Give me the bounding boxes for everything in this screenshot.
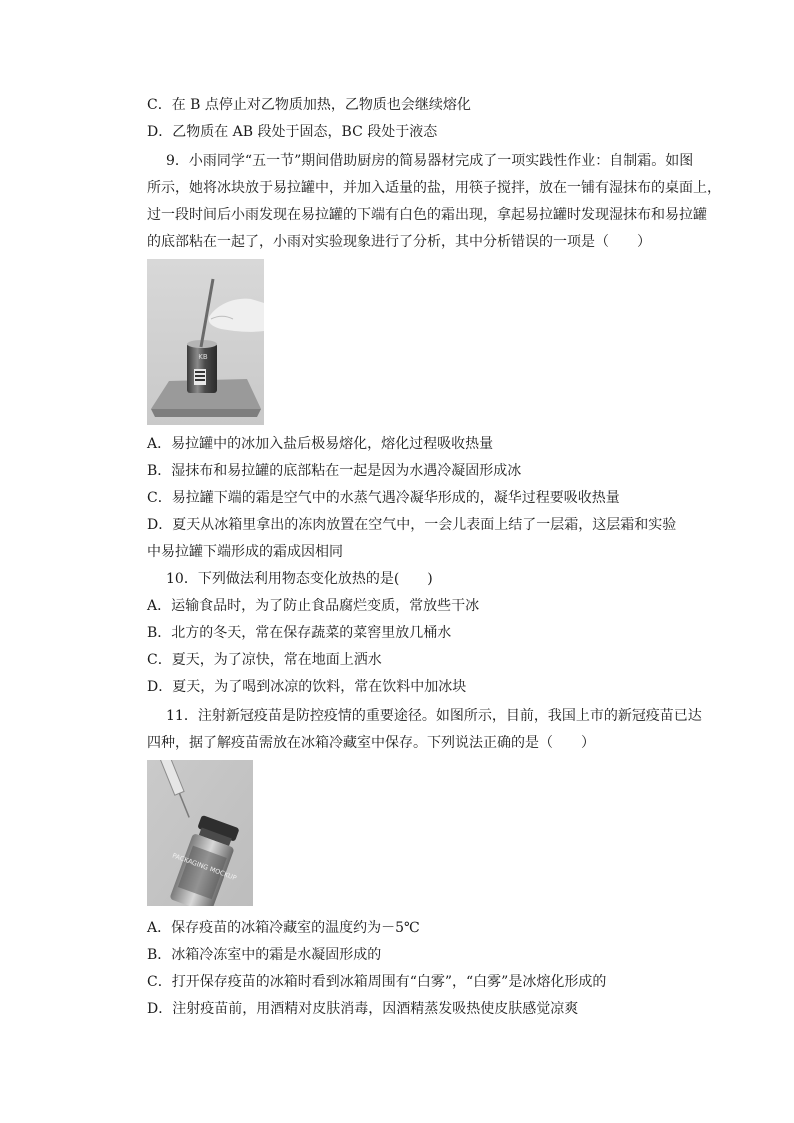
q11-option-d: D．注射疫苗前，用酒精对皮肤消毒，因酒精蒸发吸热使皮肤感觉凉爽 (147, 1001, 579, 1017)
q8-option-d: D．乙物质在 AB 段处于固态，BC 段处于液态 (147, 124, 438, 140)
q9-figure-can-photo (147, 259, 264, 425)
q9-stem-line-4: 的底部粘在一起了，小雨对实验现象进行了分析，其中分析错误的一项是（ ） (147, 234, 651, 250)
q9-option-a: A．易拉罐中的冰加入盐后极易熔化，熔化过程吸收热量 (147, 436, 494, 452)
q11-option-a: A．保存疫苗的冰箱冷藏室的温度约为－5℃ (147, 920, 420, 936)
vial-label-text: PACKAGING MOCKUP (171, 851, 238, 883)
q9-option-c: C．易拉罐下端的霜是空气中的水蒸气遇冷凝华形成的，凝华过程要吸收热量 (147, 490, 620, 506)
q9-option-d-line-2: 中易拉罐下端形成的霜成因相同 (147, 544, 343, 560)
q10-option-c: C．夏天，为了凉快，常在地面上洒水 (147, 652, 382, 668)
q11-stem-line-1: 11．注射新冠疫苗是防控疫情的重要途径。如图所示，目前，我国上市的新冠疫苗已达 (166, 708, 702, 724)
q11-option-c: C．打开保存疫苗的冰箱时看到冰箱周围有“白雾”，“白雾”是冰熔化形成的 (147, 974, 607, 990)
q9-stem-line-1: 9．小雨同学“五一节”期间借助厨房的简易器材完成了一项实践性作业：自制霜。如图 (166, 153, 694, 169)
can-label-text: KB (198, 353, 208, 361)
q10-option-d: D．夏天，为了喝到冰凉的饮料，常在饮料中加冰块 (147, 679, 467, 695)
q9-option-b: B．湿抹布和易拉罐的底部粘在一起是因为水遇冷凝固形成冰 (147, 463, 522, 479)
q11-stem-line-2: 四种，据了解疫苗需放在冰箱冷藏室中保存。下列说法正确的是（ ） (147, 735, 595, 751)
q10-option-a: A．运输食品时，为了防止食品腐烂变质，常放些干冰 (147, 598, 480, 614)
q9-stem-line-3: 过一段时间后小雨发现在易拉罐的下端有白色的霜出现，拿起易拉罐时发现湿抹布和易拉罐 (147, 207, 707, 223)
q9-option-d-line-1: D．夏天从冰箱里拿出的冻肉放置在空气中，一会儿表面上结了一层霜，这层霜和实验 (147, 517, 677, 533)
q8-option-c: C．在 B 点停止对乙物质加热，乙物质也会继续熔化 (147, 97, 471, 113)
q11-option-b: B．冰箱冷冻室中的霜是水凝固形成的 (147, 947, 382, 963)
q10-stem: 10．下列做法利用物态变化放热的是( ) (166, 571, 433, 587)
q11-figure-vaccine-photo (147, 760, 253, 906)
q9-stem-line-2: 所示，她将冰块放于易拉罐中，并加入适量的盐，用筷子搅拌，放在一铺有湿抹布的桌面上， (147, 180, 721, 196)
q10-option-b: B．北方的冬天，常在保存蔬菜的菜窖里放几桶水 (147, 625, 452, 641)
